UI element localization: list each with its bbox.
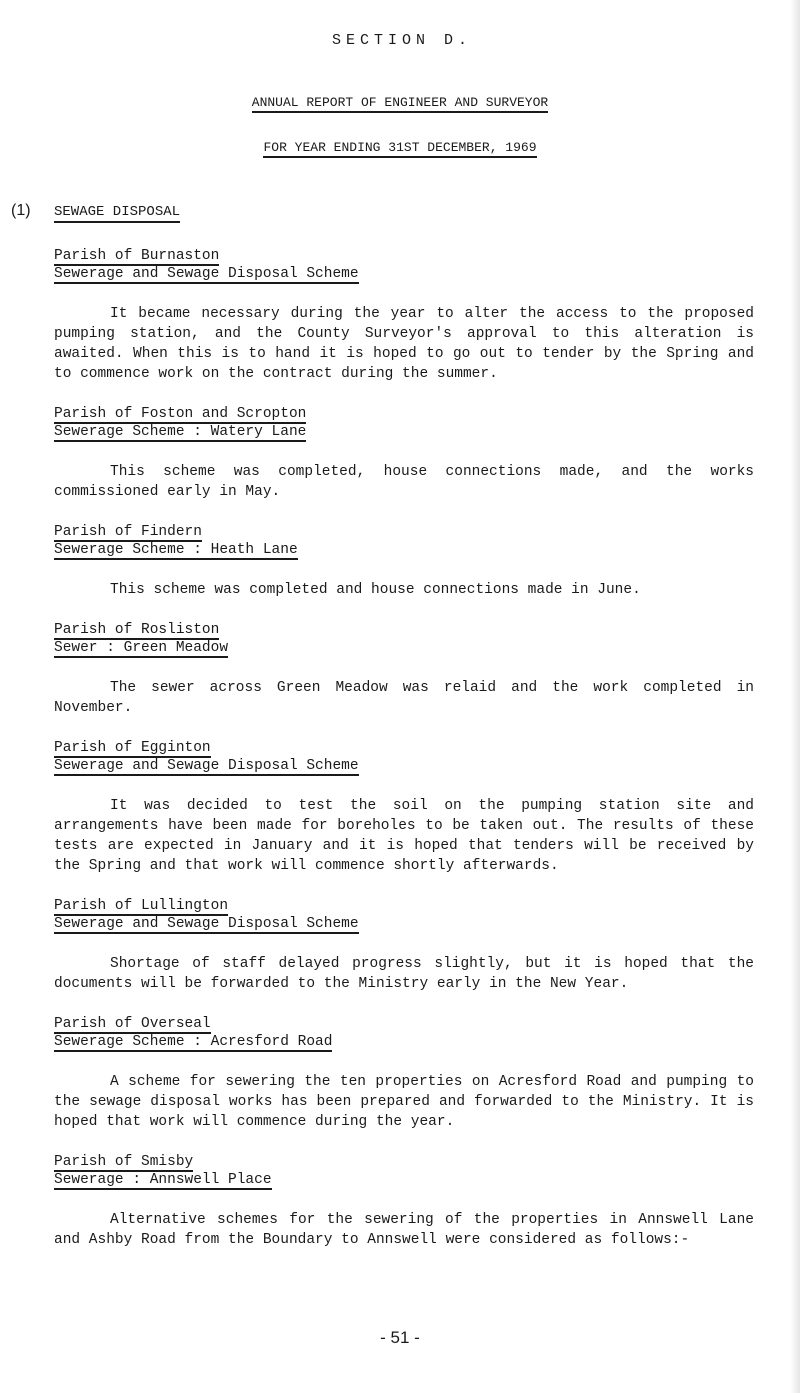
parish-entry-rosliston [54, 621, 754, 718]
parish-title-text: Parish of Burnaston [54, 248, 220, 264]
scheme-title [54, 265, 754, 285]
section-title: SECTION D. [331, 32, 472, 49]
parish-title [54, 621, 754, 639]
parish-title [54, 897, 754, 915]
parish-title-text: Parish of Foston and Scropton [54, 406, 307, 422]
scheme-title [54, 541, 754, 561]
parish-title-text: Parish of Smisby [54, 1154, 194, 1170]
scheme-title-text: Sewerage Scheme : Watery Lane [54, 424, 307, 440]
scheme-title [54, 915, 754, 935]
scheme-title-text: Sewerage and Sewage Disposal Scheme [54, 266, 359, 282]
section-number: (1) [11, 202, 31, 219]
parish-title [54, 1015, 754, 1033]
entry-paragraph: A scheme for sewering the ten properties on Acresford Road and pumping to the sewage disposal works has been prepared and forwarded to the Ministry. It is hoped that work will commence during the year. [54, 1074, 754, 1130]
scheme-title-text: Sewerage and Sewage Disposal Scheme [54, 916, 359, 932]
report-subtitle-text: FOR YEAR ENDING 31ST DECEMBER, 1969 [263, 140, 536, 158]
section-heading [54, 204, 180, 220]
parish-entry-burnaston [54, 247, 754, 384]
scheme-title-text: Sewerage and Sewage Disposal Scheme [54, 758, 359, 774]
scheme-title [54, 757, 754, 777]
scheme-title-text: Sewerage : Annswell Place [54, 1172, 272, 1188]
parish-title-text: Parish of Rosliston [54, 622, 220, 638]
scheme-title [54, 1171, 754, 1191]
report-title [0, 95, 800, 110]
entry-paragraph: Alternative schemes for the sewering of the properties in Annswell Lane and Ashby Road from the Boundary to Annswell were considered as follows:- [54, 1212, 754, 1248]
entry-paragraph: This scheme was completed, house connections made, and the works commissioned early in May. [54, 464, 754, 500]
parish-entry-findern [54, 523, 754, 600]
parish-title-text: Parish of Egginton [54, 740, 211, 756]
parish-title-text: Parish of Findern [54, 524, 202, 540]
entry-paragraph: The sewer across Green Meadow was relaid and the work completed in November. [54, 680, 754, 716]
page-number: - 51 - [380, 1328, 420, 1347]
scheme-title-text: Sewerage Scheme : Acresford Road [54, 1034, 333, 1050]
parish-title [54, 1153, 754, 1171]
parish-entry-smisby [54, 1153, 754, 1250]
parish-title [54, 523, 754, 541]
parish-entry-lullington [54, 897, 754, 994]
page-edge-shadow [790, 0, 800, 1393]
entry-paragraph: Shortage of staff delayed progress slightly, but it is hoped that the documents will be forwarded to the Ministry early in the New Year. [54, 956, 754, 992]
report-subtitle [0, 140, 800, 155]
parish-title-text: Parish of Lullington [54, 898, 229, 914]
parish-title [54, 405, 754, 423]
parish-title [54, 739, 754, 757]
parish-entry-overseal [54, 1015, 754, 1132]
entry-paragraph: It was decided to test the soil on the pumping station site and arrangements have been made for boreholes to be taken out. The results of these tests are expected in January and it is hoped that tenders will be received by the Spring and that work will commence shortly afterwards. [54, 798, 754, 874]
section-heading-text: SEWAGE DISPOSAL [54, 204, 180, 223]
scheme-title [54, 1033, 754, 1053]
parish-title [54, 247, 754, 265]
entry-paragraph: It became necessary during the year to alter the access to the proposed pumping station, and the County Surveyor's approval to this alteration is awaited. When this is to hand it is hoped to go out to tender by the Spring and to commence work on the contract during the summer. [54, 306, 754, 382]
report-content [54, 247, 754, 1271]
report-title-text: ANNUAL REPORT OF ENGINEER AND SURVEYOR [252, 95, 548, 113]
parish-entry-foston-scropton [54, 405, 754, 502]
scheme-title-text: Sewerage Scheme : Heath Lane [54, 542, 298, 558]
scheme-title [54, 423, 754, 443]
scheme-title-text: Sewer : Green Meadow [54, 640, 229, 656]
scheme-title [54, 639, 754, 659]
parish-entry-egginton [54, 739, 754, 876]
parish-title-text: Parish of Overseal [54, 1016, 211, 1032]
entry-paragraph: This scheme was completed and house connections made in June. [110, 582, 641, 598]
